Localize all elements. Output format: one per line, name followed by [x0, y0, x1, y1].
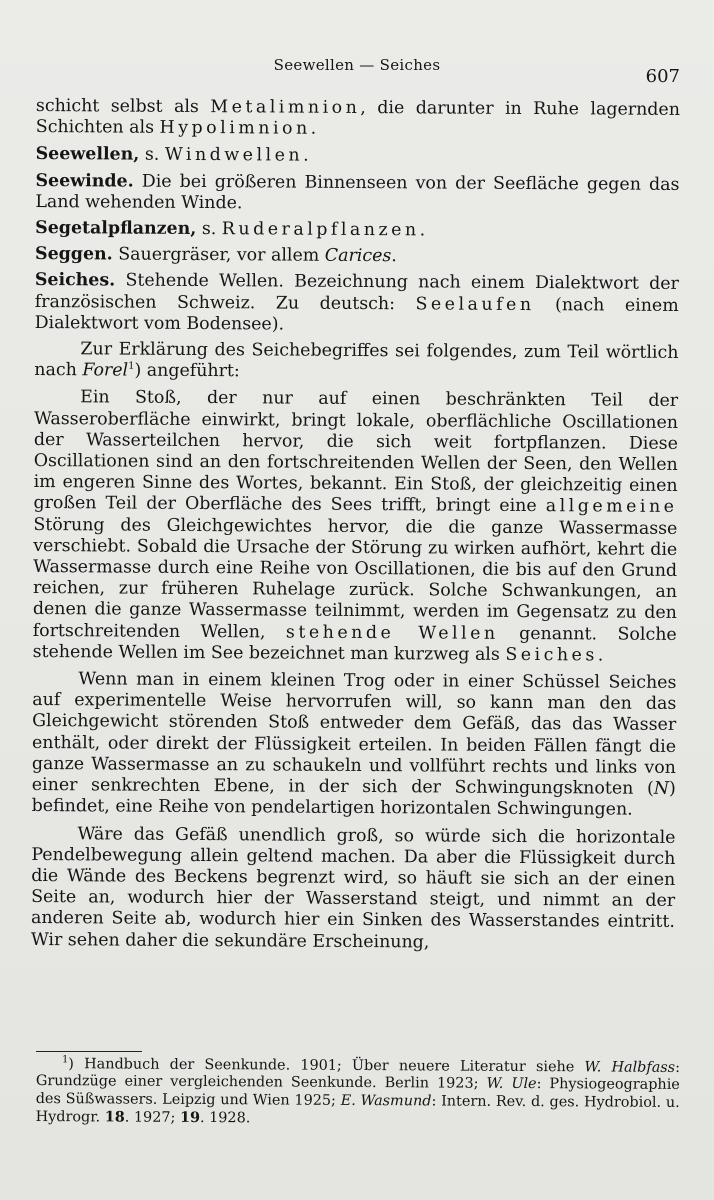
headword: Seewellen, — [35, 144, 140, 166]
headword: Seewinde. — [35, 170, 134, 192]
term-metalimnion: Metalimnion — [210, 97, 361, 118]
page-number: 607 — [645, 66, 680, 87]
footnote: $^1$) Handbuch der Seenkunde. 1901; Über neuere Literatur siehe W. Halbfass: Grundzüge einer vergleichenden Seenkunde. Berlin 1923; W. Ule: Physiogeographie des Süßwassers. Leipzig und Wien 1925; E. Wasmund: Intern. Rev. d. ges. Hydrobiol. u. Hydrogr. 18. 1927; 19. 1928. — [35, 1054, 681, 1127]
term-seelaufen: Seelaufen — [415, 293, 535, 315]
headword: Segetalpflanzen, — [35, 218, 197, 239]
paragraph-experiment: Wenn man in einem kleinen Trog oder in einer Schüssel Seiches auf experimentelle Weise hervorrufen will, so kann man den das Gleichgewicht störenden Stoß entweder dem Gefäß, das das Wasser enthält, oder direkt der Flüssigkeit erteilen. In beiden Fällen fängt die ganze Wassermasse an zu schaukeln und vollführt rechts und links von einer senkrechten Ebene, in der sich der Schwingungsknoten (N) befindet, eine Reihe von pendelartigen horizontalen Schwingungen. — [31, 669, 677, 820]
entry-segetalpflanzen: Segetalpflanzen, s. Ruderalpflanzen. — [35, 218, 426, 241]
running-title: Seewellen — Seiches — [273, 56, 441, 74]
page-body — [31, 96, 680, 961]
footnote-ref: 1 — [128, 361, 135, 373]
footnote-rule — [36, 1051, 142, 1052]
author-forel: Forel — [82, 360, 129, 381]
paragraph-intro: Zur Erklärung des Seichebegriffes sei folgendes, zum Teil wörtlich nach Forel$^1$) angeführt: — [34, 339, 679, 382]
cross-reference: Windwellen — [164, 145, 304, 167]
paragraph-vessel: Wäre das Gefäß unendlich groß, so würde sich die horizontale Pendelbewegung allein geltend machen. Da aber die Flüssigkeit durch die Wände des Beckens begrenzt wird, so häuft sie sich an der einen Seite an, wodurch hier der Wasserstand steigt, und nimmt an der anderen Seite ab, wodurch hier ein Sinken des Wasserstandes eintritt. Wir sehen daher die sekundäre Erscheinung, — [30, 823, 676, 952]
cross-reference: Ruderalpflanzen — [221, 219, 420, 241]
term-hypolimnion: Hypolimnion — [159, 117, 311, 139]
entry-seggen: Seggen. Sauergräser, vor allem Carices. — [34, 244, 397, 267]
entry-seewinde: Seewinde. Die bei größeren Binnenseen von der Seefläche gegen das Land wehenden Winde. — [35, 170, 680, 214]
page-header — [0, 56, 714, 86]
headword: Seggen. — [34, 244, 113, 265]
headword: Seiches. — [34, 270, 116, 291]
entry-seewellen: Seewellen, s. Windwellen. — [35, 144, 309, 167]
paragraph-forel-quote: Ein Stoß, der nur auf einen beschränkten Teil der Wasseroberfläche einwirkt, bringt lokale, oberflächliche Oscillationen der Wasserteilchen hervor, die sich weit fortpflanzen. Diese Oscillationen sind an den fortschreitenden Wellen der Seen, den Wellen im engeren Sinne des Wortes, bekannt. Ein Stoß, der gleichzeitig einen großen Teil der Oberfläche des Sees trifft, bringt eine allgemeine Störung des Gleichgewichtes hervor, die die ganze Wassermasse verschiebt. Sobald die Ursache der Störung zu wirken aufhört, kehrt die Wassermasse durch eine Reihe von Oscillationen, die bis auf den Grund reichen, zur früheren Ruhelage zurück. Solche Schwankungen, an denen die ganze Wassermasse teilnimmt, werden im Gegensatz zu den fortschreitenden Wellen, stehende Wellen genannt. Solche stehende Wellen im See bezeichnet man kurzweg als Seiches. — [32, 387, 679, 666]
footnote-marker: 1 — [61, 1054, 69, 1066]
entry-seiches: Seiches. Stehende Wellen. Bezeichnung nach einem Dialektwort der französischen Schweiz. Zu deutsch: Seelaufen (nach einem Dialektwort vom Bodensee). — [34, 270, 679, 335]
opening-paragraph: schicht selbst als Metalimnion, die darunter in Ruhe lagernden Schichten als Hypolimnion. — [35, 96, 680, 139]
